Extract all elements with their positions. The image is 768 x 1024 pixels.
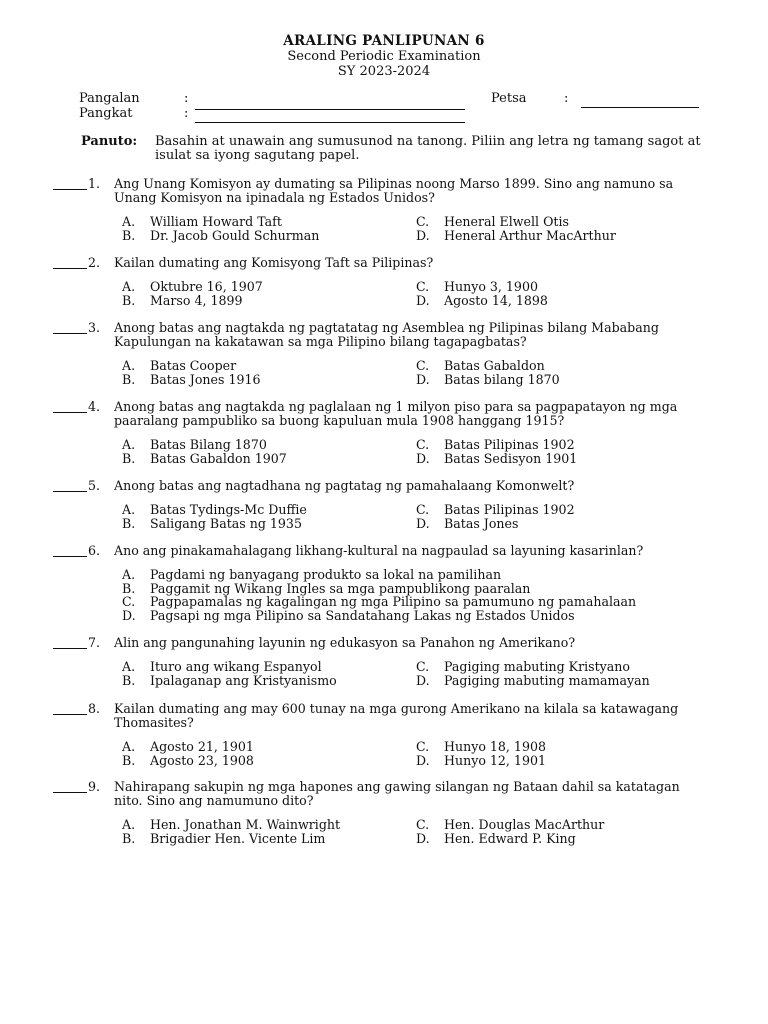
option-text: Agosto 14, 1898: [444, 293, 548, 308]
question-text: paaralang pampubliko sa buong kapuluan mula 1908 hanggang 1915?: [114, 413, 565, 428]
option-text: Hen. Douglas MacArthur: [444, 817, 605, 832]
option-text: Paggamit ng Wikang Ingles sa mga pampublikong paaralan: [150, 580, 531, 596]
option-text: Heneral Arthur MacArthur: [444, 228, 616, 243]
option-letter: B.: [122, 228, 136, 243]
exam-subtitle: Second Periodic Examination: [287, 49, 481, 64]
option-text: Pagiging mabuting Kristyano: [444, 659, 630, 674]
instructions-label: Panuto:: [81, 134, 138, 149]
option-text: Pagpapamalas ng kagalingan ng mga Pilipino sa pamumuno ng pamahalaan: [150, 594, 637, 609]
option-text: Pagdami ng banyagang produkto sa lokal na pamilihan: [150, 567, 502, 582]
option-letter: D.: [416, 673, 430, 688]
date-colon: :: [564, 91, 569, 106]
answer-blank[interactable]: [53, 491, 87, 492]
question-number: 6.: [88, 543, 101, 558]
option-text: Hen. Edward P. King: [444, 831, 576, 846]
question-text: Kailan dumating ang may 600 tunay na mga gurong Amerikano na kilala sa katawagang: [114, 701, 679, 716]
option-letter: B.: [122, 673, 136, 688]
option-text: Batas Tydings-Mc Duffie: [150, 502, 307, 517]
option-letter: D.: [416, 753, 430, 768]
name-field-line[interactable]: [195, 109, 465, 110]
option-letter: D.: [416, 228, 430, 243]
name-label: Pangalan: [79, 91, 140, 106]
option-letter: C.: [416, 214, 430, 229]
answer-blank[interactable]: [53, 556, 87, 557]
option-letter: A.: [122, 214, 136, 229]
option-letter: C.: [416, 502, 430, 517]
option-text: Brigadier Hen. Vicente Lim: [150, 831, 326, 846]
option-letter: C.: [416, 358, 430, 373]
option-text: Saligang Batas ng 1935: [150, 516, 302, 531]
question-number: 2.: [88, 255, 101, 270]
question-text: Anong batas ang nagtakda ng paglalaan ng 1 milyon piso para sa pagpapatayon ng mga: [114, 399, 678, 414]
option-letter: A.: [122, 502, 136, 517]
option-letter: B.: [122, 831, 136, 846]
option-text: Batas Jones 1916: [150, 372, 261, 387]
option-letter: B.: [122, 293, 136, 308]
group-colon: :: [184, 106, 189, 121]
option-text: Marso 4, 1899: [150, 293, 243, 308]
option-letter: A.: [122, 567, 136, 582]
question-text: Unang Komisyon na ipinadala ng Estados Unidos?: [114, 190, 435, 205]
option-letter: B.: [122, 516, 136, 531]
school-year: SY 2023-2024: [337, 64, 431, 79]
option-letter: C.: [416, 279, 430, 294]
option-letter: D.: [416, 451, 430, 466]
option-text: Batas Gabaldon 1907: [150, 451, 287, 466]
option-text: Batas Pilipinas 1902: [444, 437, 575, 452]
exam-title: ARALING PANLIPUNAN 6: [283, 33, 485, 49]
answer-blank[interactable]: [53, 268, 87, 269]
question-number: 1.: [88, 176, 101, 191]
instructions-text: Basahin at unawain ang sumusunod na tanong. Piliin ang letra ng tamang sagot at isulat sa iyong sagutang papel.: [155, 134, 701, 163]
question-text: Kailan dumating ang Komisyong Taft sa Pilipinas?: [114, 255, 434, 270]
option-text: Hunyo 12, 1901: [444, 753, 546, 768]
group-field-line[interactable]: [195, 122, 465, 123]
option-text: Batas Gabaldon: [444, 358, 545, 373]
answer-blank[interactable]: [53, 189, 87, 190]
option-letter: A.: [122, 659, 136, 674]
question-text: Ano ang pinakamahalagang likhang-kultural na nagpaulad sa layuning kasarinlan?: [114, 543, 644, 558]
question-text: Anong batas ang nagtadhana ng pagtatag ng pamahalaang Komonwelt?: [114, 478, 575, 493]
option-letter: A.: [122, 279, 136, 294]
option-letter: D.: [416, 831, 430, 846]
option-letter: B.: [122, 451, 136, 466]
answer-blank[interactable]: [53, 648, 87, 649]
option-text: Hunyo 3, 1900: [444, 279, 538, 294]
option-text: Batas Cooper: [150, 358, 237, 373]
option-letter: D.: [416, 372, 430, 387]
option-letter: B.: [122, 372, 136, 387]
question-number: 8.: [88, 701, 101, 716]
option-text: Ipalaganap ang Kristyanismo: [150, 673, 337, 688]
option-text: Batas Jones: [444, 516, 519, 531]
option-text: Batas Pilipinas 1902: [444, 502, 575, 517]
question-text: Ang Unang Komisyon ay dumating sa Pilipinas noong Marso 1899. Sino ang namuno sa: [114, 176, 674, 191]
option-letter: A.: [122, 817, 136, 832]
exam-header: [0, 34, 768, 79]
option-text: Ituro ang wikang Espanyol: [150, 659, 322, 674]
question-text: Kapulungan na kakatawan sa mga Pilipino bilang tagapagbatas?: [114, 334, 527, 349]
option-text: Batas Bilang 1870: [150, 437, 267, 452]
name-colon: :: [184, 91, 189, 106]
option-letter: C.: [122, 594, 136, 609]
question-text: nito. Sino ang namumuno dito?: [114, 793, 314, 808]
option-letter: D.: [416, 293, 430, 308]
option-letter: C.: [416, 437, 430, 452]
option-text: Batas Sedisyon 1901: [444, 451, 578, 466]
option-text: Hen. Jonathan M. Wainwright: [150, 817, 341, 832]
question-text: Nahirapang sakupin ng mga hapones ang gawing silangan ng Bataan dahil sa katatagan: [114, 779, 680, 794]
date-field-line[interactable]: [581, 107, 699, 108]
answer-blank[interactable]: [53, 792, 87, 793]
option-letter: A.: [122, 739, 136, 754]
question-text: Thomasites?: [114, 715, 194, 730]
group-label: Pangkat: [79, 106, 133, 121]
date-label: Petsa: [491, 91, 527, 106]
option-text: Oktubre 16, 1907: [150, 279, 263, 294]
option-text: Agosto 21, 1901: [150, 739, 254, 754]
option-text: William Howard Taft: [150, 214, 282, 229]
option-text: Dr. Jacob Gould Schurman: [150, 228, 320, 243]
option-letter: B.: [122, 753, 136, 768]
question-text: Anong batas ang nagtakda ng pagtatatag ng Asemblea ng Pilipinas bilang Mababang: [114, 320, 659, 335]
option-text: Pagiging mabuting mamamayan: [444, 673, 650, 688]
answer-blank[interactable]: [53, 412, 87, 413]
question-number: 7.: [88, 635, 101, 650]
option-text: Hunyo 18, 1908: [444, 739, 546, 754]
question-number: 5.: [88, 478, 101, 493]
option-letter: C.: [416, 739, 430, 754]
answer-blank[interactable]: [53, 333, 87, 334]
question-number: 4.: [88, 399, 101, 414]
option-text: Agosto 23, 1908: [150, 753, 254, 768]
option-text: Batas bilang 1870: [444, 372, 560, 387]
option-text: Pagsapi ng mga Pilipino sa Sandatahang Lakas ng Estados Unidos: [150, 607, 575, 623]
question-text: Alin ang pangunahing layunin ng edukasyon sa Panahon ng Amerikano?: [114, 635, 576, 650]
question-number: 9.: [88, 779, 101, 794]
option-letter: C.: [416, 659, 430, 674]
option-letter: B.: [122, 580, 136, 596]
option-letter: C.: [416, 817, 430, 832]
option-letter: D.: [416, 516, 430, 531]
option-letter: A.: [122, 437, 136, 452]
option-text: Heneral Elwell Otis: [444, 214, 569, 229]
question-number: 3.: [88, 320, 101, 335]
answer-blank[interactable]: [53, 714, 87, 715]
option-letter: A.: [122, 358, 136, 373]
option-letter: D.: [122, 607, 136, 623]
